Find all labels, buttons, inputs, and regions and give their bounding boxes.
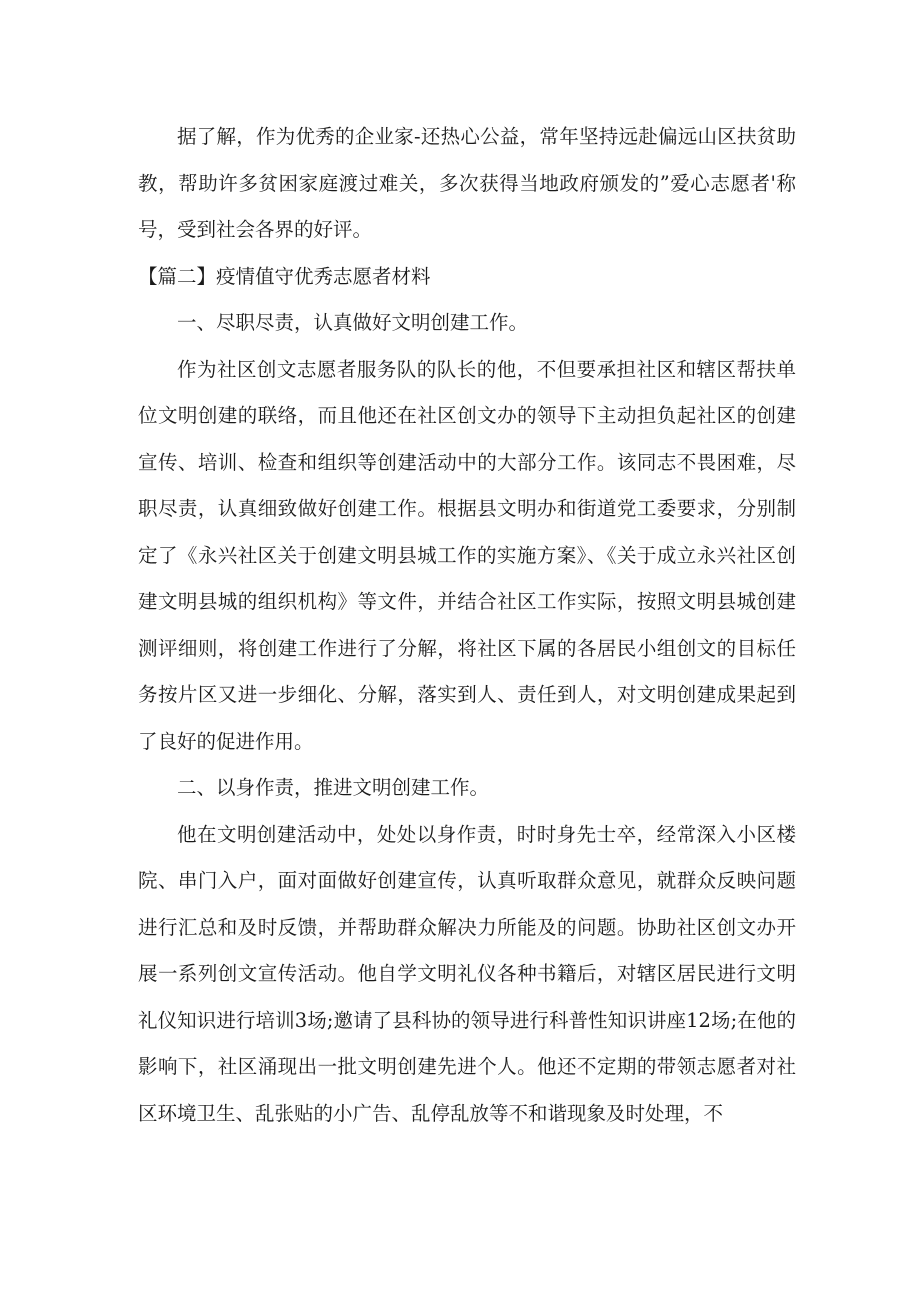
section-heading-part-two: 【篇二】疫情值守优秀志愿者材料 — [138, 264, 431, 288]
paragraph-civilization-work: 作为社区创文志愿者服务队的队长的他，不但要承担社区和辖区帮扶单位文明创建的联络，而且他还在社区创文办的领导下主动担负起社区的创建宣传、培训、检查和组织等创建活动中的大部分工作。该同志不畏困难，尽职尽责，认真细致做好创建工作。根据县文明办和街道党工委要求，分别制定了《永兴社区关于创建文明县城工作的实施方案》、《关于成立永兴社区创建文明县城的组织机构》等文件，并结合社区工作实际，按照文明县城创建测评细则，将创建工作进行了分解，将社区下属的各居民小组创文的目标任务按片区又进一步细化、分解，落实到人、责任到人，对文明创建成果起到了良好的促进作用。 — [138, 357, 796, 753]
paragraph-promotion-activities: 他在文明创建活动中，处处以身作责，时时身先士卒，经常深入小区楼院、串门入户，面对面做好创建宣传，认真听取群众意见，就群众反映问题进行汇总和及时反馈，并帮助群众解决力所能及的问题。协助社区创文办开展一系列创文宣传活动。他自学文明礼仪各种书籍后，对辖区居民进行文明礼仪知识进行培训3场;邀请了县科协的领导进行科普性知识讲座12场;在他的影响下，社区涌现出一批文明创建先进个人。他还不定期的带领志愿者对社区环境卫生、乱张贴的小广告、乱停乱放等不和谐现象及时处理，不 — [138, 822, 796, 1125]
subheading-duty: 一、尽职尽责，认真做好文明创建工作。 — [177, 311, 529, 334]
subheading-lead-by-example: 二、以身作责，推进文明创建工作。 — [177, 776, 490, 799]
document-body — [138, 114, 796, 1137]
paragraph-volunteer-praise: 据了解，作为优秀的企业家-还热心公益，常年坚持远赴偏远山区扶贫助教，帮助许多贫困家庭渡过难关，多次获得当地政府颁发的”爱心志愿者'称号，受到社会各界的好评。 — [138, 125, 796, 241]
